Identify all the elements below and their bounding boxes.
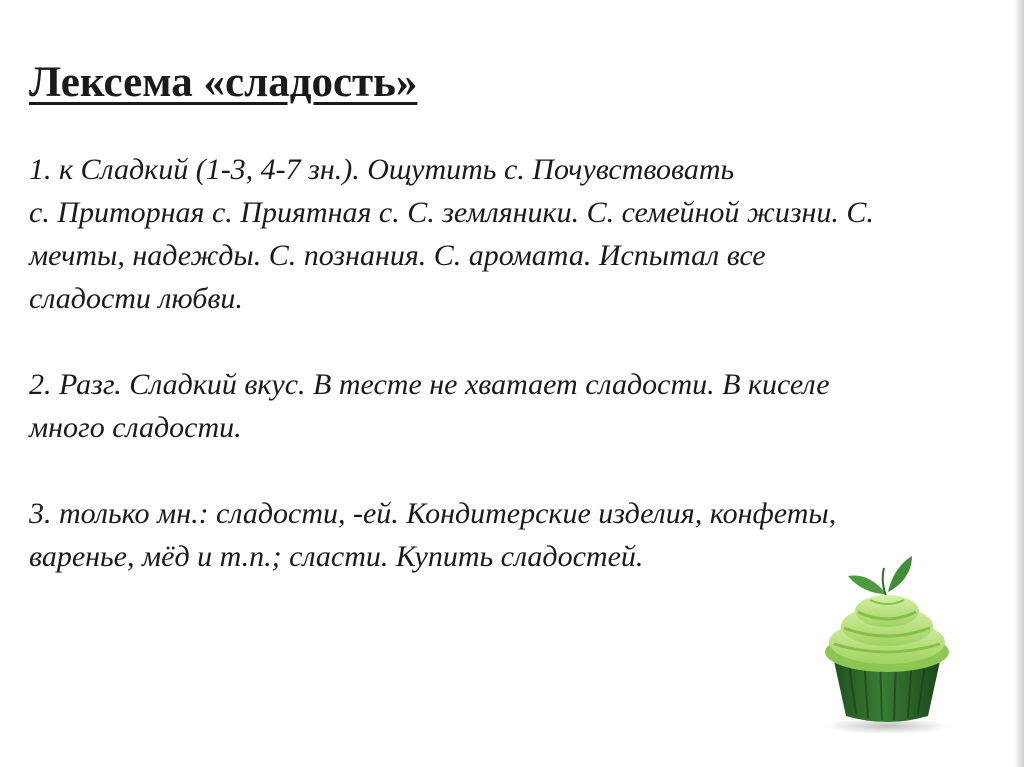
slide-right-edge bbox=[1014, 0, 1024, 767]
text-line: варенье, мёд и т.п.; сласти. Купить сладостей. bbox=[29, 540, 644, 573]
text-line: сладости любви. bbox=[29, 282, 243, 315]
definition-paragraph-1 bbox=[29, 148, 1004, 320]
definition-body bbox=[29, 148, 1004, 578]
green-cupcake-icon bbox=[812, 548, 962, 738]
text-line: мечты, надежды. С. познания. С. аромата. Испытал все bbox=[29, 239, 766, 272]
text-line: 1. к Сладкий (1-3, 4-7 зн.). Ощутить с. Почувствовать bbox=[29, 153, 735, 186]
text-line: с. Приторная с. Приятная с. С. земляники. С. семейной жизни. С. bbox=[29, 196, 874, 229]
text-line: 3. только мн.: сладости, -ей. Кондитерские изделия, конфеты, bbox=[29, 497, 837, 530]
definition-paragraph-2 bbox=[29, 363, 1004, 449]
text-line: 2. Разг. Сладкий вкус. В тесте не хватает сладости. В киселе bbox=[29, 368, 830, 401]
leaf-shape bbox=[888, 556, 912, 592]
leaf-shape bbox=[848, 576, 886, 594]
text-line: много сладости. bbox=[29, 411, 242, 444]
slide-title: Лексема «сладость» bbox=[29, 59, 418, 106]
